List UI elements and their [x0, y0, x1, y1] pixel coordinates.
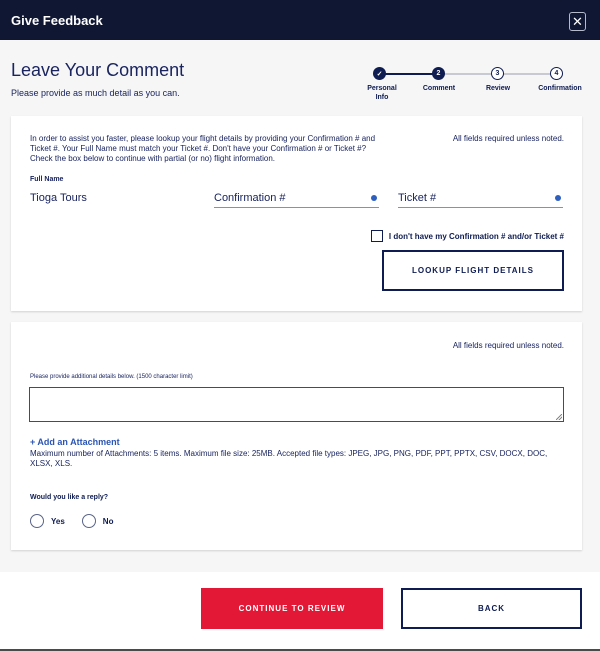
comment-card — [11, 322, 582, 550]
reply-no-radio[interactable] — [82, 514, 96, 528]
close-icon: ✕ — [572, 14, 583, 29]
ticket-number-field[interactable] — [398, 190, 563, 208]
step-3-marker: 3 — [491, 67, 504, 80]
ticket-number-label: Ticket # — [398, 192, 437, 204]
progress-stepper — [360, 66, 600, 106]
reply-yes-radio[interactable] — [30, 514, 44, 528]
page-title: Leave Your Comment — [11, 60, 185, 80]
full-name-label: Full Name — [30, 176, 64, 183]
step-connector-done — [379, 73, 438, 75]
step-3-label: Review — [485, 85, 511, 92]
step-4-label: Confirmation — [538, 85, 582, 92]
required-note: All fields required unless noted. — [452, 134, 564, 143]
back-button[interactable]: BACK — [401, 588, 582, 629]
details-label: Please provide additional details below. (1500 character limit) — [30, 374, 193, 380]
modal-title: Give Feedback — [11, 12, 103, 28]
confirmation-number-field[interactable] — [214, 190, 379, 208]
resize-grip-icon[interactable] — [556, 414, 562, 420]
flight-lookup-card — [11, 116, 582, 311]
modal-footer — [0, 572, 600, 649]
no-info-checkbox-row[interactable] — [371, 230, 564, 242]
full-name-value: Tioga Tours — [30, 192, 87, 204]
lookup-flight-details-button[interactable]: LOOKUP FLIGHT DETAILS — [382, 250, 564, 291]
step-4-marker: 4 — [550, 67, 563, 80]
no-info-checkbox-label[interactable]: I don't have my Confirmation # and/or Ticket # — [388, 231, 564, 241]
continue-to-review-button[interactable]: CONTINUE TO REVIEW — [201, 588, 383, 629]
close-button[interactable] — [569, 12, 586, 31]
reply-radio-group — [30, 514, 130, 528]
step-2-marker: 2 — [432, 67, 445, 80]
reply-yes-label[interactable]: Yes — [51, 516, 65, 526]
lookup-intro-text: In order to assist you faster, please lookup your flight details by providing your Confirmation # and Ticket #. Your Full Name must match your Ticket #. Don't have your Confirmation # or Ticket #? Check the box below to continue with partial (or no) flight information. — [30, 134, 376, 163]
step-1-label: Personal Info — [367, 85, 397, 101]
modal-header — [0, 0, 600, 40]
page-subtitle: Please provide as much detail as you can. — [11, 88, 180, 98]
details-textarea[interactable] — [29, 387, 564, 422]
add-attachment-link[interactable]: + Add an Attachment — [30, 437, 120, 447]
reply-no-label[interactable]: No — [102, 516, 114, 526]
reply-question: Would you like a reply? — [30, 494, 109, 501]
required-note: All fields required unless noted. — [452, 341, 564, 350]
no-info-checkbox[interactable] — [371, 230, 383, 242]
info-icon[interactable] — [371, 195, 377, 201]
step-2-label: Comment — [422, 85, 456, 92]
confirmation-number-label: Confirmation # — [214, 192, 286, 204]
step-1-check-icon: ✓ — [373, 67, 386, 80]
attachment-info: Maximum number of Attachments: 5 items. Maximum file size: 25MB. Accepted file types: JPEG, JPG, PNG, PDF, PPT, PPTX, CSV, DOCX, DOC, XLSX, XLS. — [30, 449, 548, 468]
info-icon[interactable] — [555, 195, 561, 201]
